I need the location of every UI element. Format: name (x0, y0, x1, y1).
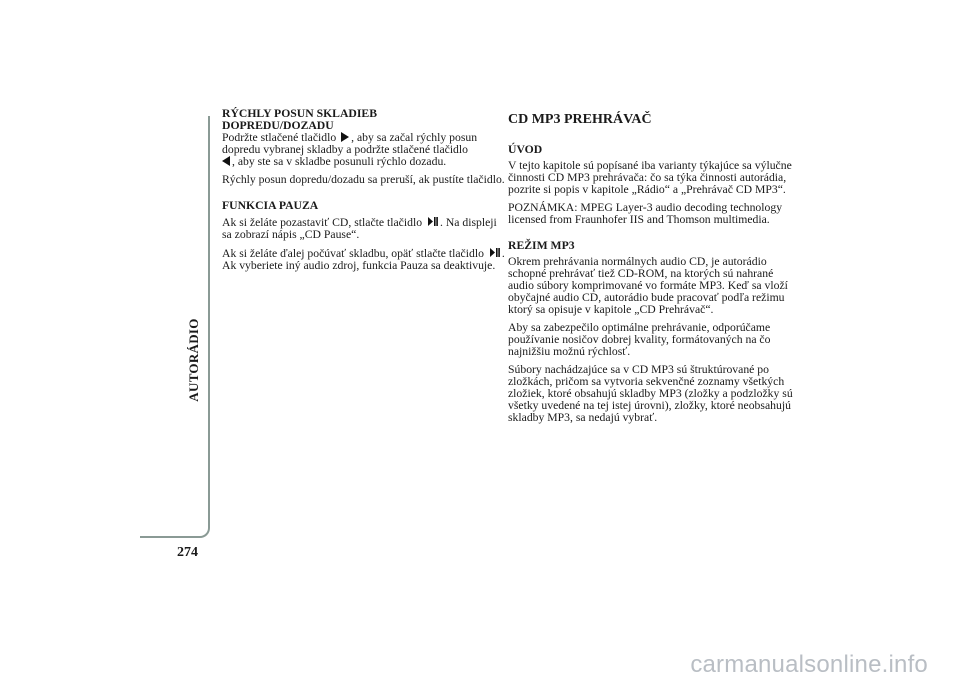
paragraph-seek-stop: Rýchly posun dopredu/dozadu sa preruší, ak pustíte tlačidlo. (222, 173, 505, 186)
page-number: 274 (177, 545, 198, 560)
text-fragment: . Ak vyberiete iný audio zdroj, funkcia Pauza sa deaktivuje. (222, 247, 505, 272)
heading-mp3-mode: REŽIM MP3 (508, 239, 575, 252)
section-title: CD MP3 PREHRÁVAČ (508, 112, 652, 127)
section-tab (184, 318, 204, 402)
play-pause-icon (489, 247, 500, 258)
heading-fast-seek (222, 108, 505, 132)
heading-pause: FUNKCIA PAUZA (222, 199, 319, 212)
text-fragment: Podržte stlačené tlačidlo (222, 131, 337, 144)
paragraph-mp3-mode-2: Aby sa zabezpečilo optimálne prehrávanie, odporúčame používanie nosičov dobrej kvality, formátovaných na čo najnižšiu možnú rýchlosť. (508, 321, 771, 358)
backward-triangle-icon (222, 156, 230, 166)
forward-triangle-icon (341, 132, 349, 142)
text-fragment: . Na displeji sa zobrazí nápis „CD Pause“. (222, 216, 497, 241)
paragraph-resume (222, 247, 505, 272)
watermark: carmanualsonline.info (690, 651, 928, 678)
text-fragment: Ak si želáte pozastaviť CD, stlačte tlačidlo (222, 216, 423, 229)
text-fragment: , aby sa začal rýchly posun dopredu vybranej skladby a podržte stlačené tlačidlo (222, 131, 478, 156)
play-pause-icon (427, 216, 438, 227)
paragraph-mp3-mode-1: Okrem prehrávania normálnych audio CD, je autorádio schopné prehrávať tiež CD-ROM, na ktorých sú nahrané audio súbory komprimované vo formáte MP3. Keď sa vloží obyčajné audio CD, autorádio bude pracovať podľa režimu ktorý sa opisuje v kapitole „CD Prehrávač“. (508, 255, 788, 316)
section-label: AUTORÁDIO (186, 318, 201, 402)
text-fragment: , aby ste sa v skladbe posunuli rýchlo dozadu. (232, 155, 447, 168)
paragraph-fast-seek (222, 132, 505, 168)
paragraph-mp3-mode-3: Súbory nachádzajúce sa v CD MP3 sú štruktúrované po zložkách, pričom sa vytvoria sekvenčné zoznamy všetkých zložiek, ktoré obsahujú skladby MP3 (zložky a podzložky sú všetky uvedené na tej istej úrovni), zložky, ktoré neobsahujú skladby MP3, sa nedajú vybrať. (508, 363, 793, 424)
paragraph-uvod: V tejto kapitole sú popísané iba varianty týkajúce sa výlučne činnosti CD MP3 prehrávača: čo sa týka činnosti autorádia, pozrite si popis v kapitole „Rádio“ a „Prehrávač CD MP3“. (508, 159, 792, 196)
text-fragment: Ak si želáte ďalej počúvať skladbu, opäť stlačte tlačidlo (222, 247, 484, 260)
heading-fast-seek-line1: RÝCHLY POSUN SKLADIEB (222, 107, 378, 120)
paragraph-pause (222, 216, 505, 241)
right-column (508, 108, 793, 430)
paragraph-note: POZNÁMKA: MPEG Layer-3 audio decoding technology licensed from Fraunhofer IIS and Thomson multimedia. (508, 201, 783, 226)
heading-fast-seek-line2: DOPREDU/DOZADU (222, 119, 334, 132)
heading-uvod: ÚVOD (508, 143, 543, 156)
left-column (222, 108, 505, 278)
